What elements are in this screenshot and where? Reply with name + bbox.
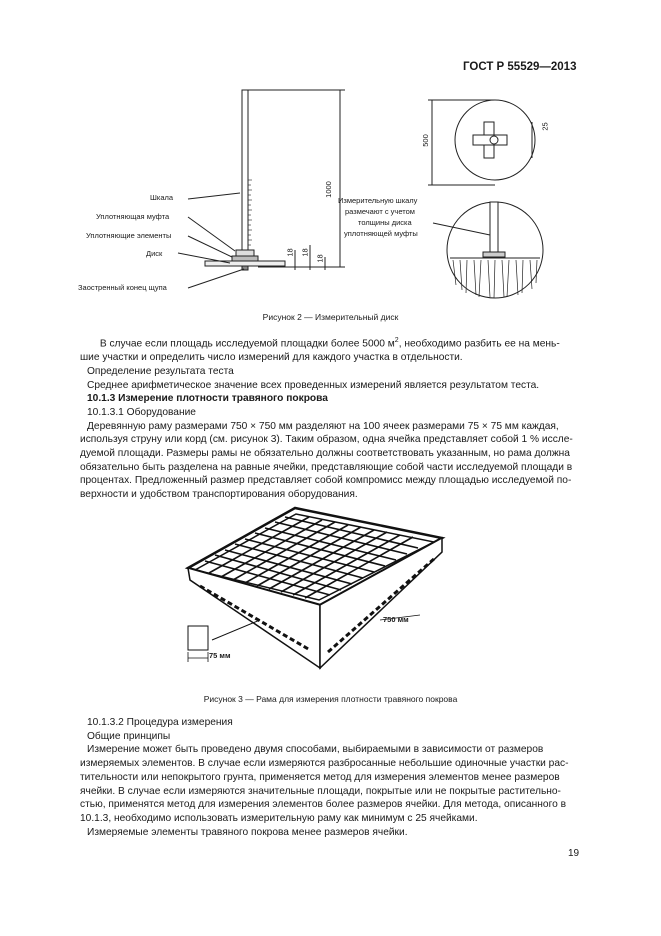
paragraph-frame-line-3: дуемой площади. Размеры рамы не обязательно должны соответствовать указанным, но рама должна [80,448,570,460]
paragraph-area-a: В случае если площадь исследуемой площадки более 5000 м [99,338,395,350]
paragraph-frame-line-4: обязательно быть разделена на равные ячейки, представляющие собой части исследуемой площади в [80,461,573,473]
paragraph-methods-line-3: тительности или непокрытого грунта, применяется метод для измерения элементов менее размеров [80,771,560,783]
dim-d1: 18 [285,248,295,257]
figure-2-caption: Рисунок 2 — Измерительный диск [262,312,399,322]
paragraph-small-elements: Измеряемые элементы травяного покрова менее размеров ячейки. [87,826,408,838]
dim-frame-label: 750 мм [383,615,409,624]
dim-d2: 18 [300,248,310,257]
body-section-1 [80,334,584,502]
section-heading-10-1-3-1: 10.1.3.1 Оборудование [87,406,196,418]
figure-3-caption: Рисунок 3 — Рама для измерения плотности травяного покрова [203,694,458,704]
section-heading-10-1-3: 10.1.3 Измерение плотности травяного покрова [87,393,328,405]
note-line-1: Измерительную шкалу [338,196,418,205]
note-line-4: уплотняющей муфты [344,229,418,238]
paragraph-methods-line-2: измеряемых элементов. В случае если измеряются разбросанные небольшие одиночные участки рас- [80,758,569,770]
paragraph-methods-line-6: 10.1.3, необходимо использовать измерительную раму как минимум с 25 ячейками. [80,812,478,824]
section-heading-10-1-3-2: 10.1.3.2 Процедура измерения [87,717,233,728]
label-tip: Заостренный конец щупа [78,283,167,292]
dim-cell-label: 75 мм [209,651,231,660]
dim-cross: 25 [540,122,550,131]
paragraph-methods-line-1: Измерение может быть проведено двумя способами, выбираемыми в зависимости от размеров [87,744,544,756]
paragraph-frame-line-5: процентах. Предложенный размер представляет собой компромисс между площадью исследуемой по- [80,475,572,487]
note-line-2: размечают с учетом [345,207,415,216]
document-header: ГОСТ Р 55529—2013 [463,61,577,73]
paragraph-methods-line-4: ячейки. В случае если измеряются значительные площади, покрытые или не покрытые растительно- [80,785,561,797]
dim-total: 1000 [323,181,333,198]
dim-d3: 18 [315,254,325,263]
paragraph-result: Среднее арифметическое значение всех проведенных измерений является результатом теста. [87,379,540,391]
paragraph-frame-line-6: верхности и удобством транспортирования оборудования. [80,489,358,501]
label-disk: Диск [146,249,163,258]
page-number: 19 [568,848,580,859]
label-elements: Уплотняющие элементы [86,231,172,240]
paragraph-area-c: шие участки и определить число измерений для каждого участка в отдельности. [80,352,463,364]
label-scale: Шкала [150,193,174,202]
paragraph-principles: Общие принципы [87,730,171,742]
paragraph-area-b: , необходимо разбить ее на мень- [398,338,560,350]
paragraph-area [80,334,584,351]
figure-3-frame [180,500,460,690]
paragraph-area-sup: 2 [394,337,399,344]
note-line-3: толщины диска [358,218,412,227]
body-section-2 [80,716,584,839]
paragraph-result-heading: Определение результата теста [87,365,234,377]
dim-side: 500 [420,134,430,147]
label-sleeve: Уплотняющая муфта [96,212,170,221]
paragraph-methods-line-5: стью, применятся метод для измерения элементов более размеров ячейки. Для метода, описанного в [80,799,566,811]
paragraph-frame-line-2: используя струну или корд (см. рисунок 3). Таким образом, одна ячейка представляет собой 1 % иссле- [80,434,573,446]
paragraph-frame-line-1: Деревянную раму размерами 750 × 750 мм разделяют на 100 ячеек размерами 75 × 75 мм каждая, [87,420,559,432]
